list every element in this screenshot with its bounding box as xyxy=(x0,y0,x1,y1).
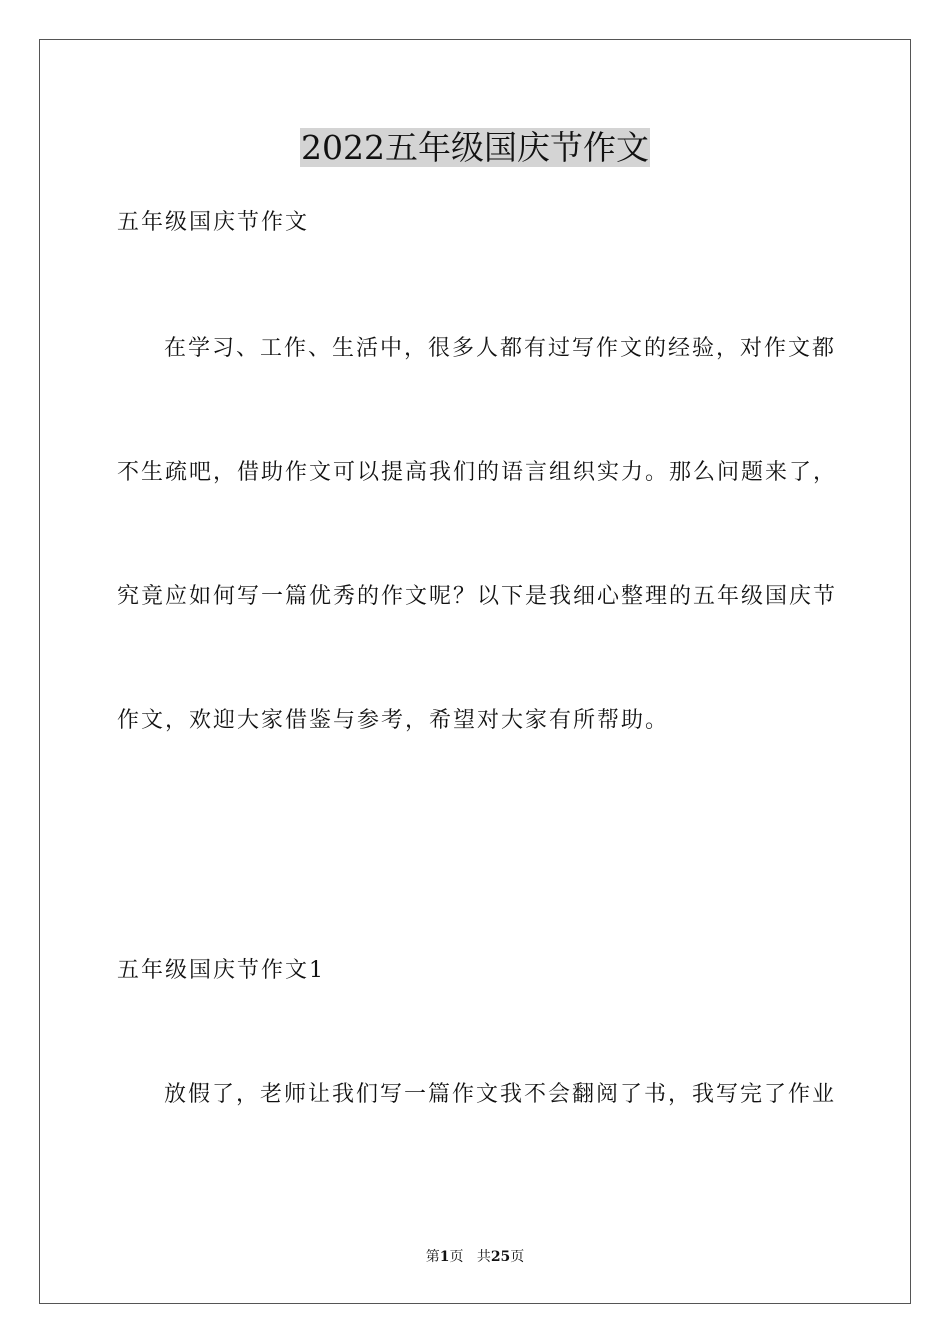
section-heading: 五年级国庆节作文1 xyxy=(117,958,325,983)
footer-total-pages: 25 xyxy=(490,1249,511,1265)
intro-paragraph-line: 不生疏吧，借助作文可以提高我们的语言组织实力。那么问题来了， xyxy=(117,460,838,485)
section-paragraph-line: 放假了，老师让我们写一篇作文我不会翻阅了书，我写完了作业 xyxy=(164,1082,837,1107)
intro-paragraph-line: 作文，欢迎大家借鉴与参考，希望对大家有所帮助。 xyxy=(117,708,670,733)
footer-total-prefix: 共 xyxy=(476,1249,491,1265)
footer-page-prefix: 第 xyxy=(425,1249,440,1265)
intro-paragraph-line: 究竟应如何写一篇优秀的作文呢？以下是我细心整理的五年级国庆节 xyxy=(117,584,838,609)
document-subtitle: 五年级国庆节作文 xyxy=(117,210,310,235)
document-title xyxy=(0,128,950,168)
document-title-text: 2022五年级国庆节作文 xyxy=(301,128,649,167)
footer-page-number: 1 xyxy=(439,1249,450,1265)
intro-paragraph-line: 在学习、工作、生活中，很多人都有过写作文的经验，对作文都 xyxy=(164,336,837,361)
page-footer xyxy=(0,1248,950,1266)
footer-total-suffix: 页 xyxy=(510,1249,525,1265)
footer-page-suffix: 页 xyxy=(449,1249,464,1265)
